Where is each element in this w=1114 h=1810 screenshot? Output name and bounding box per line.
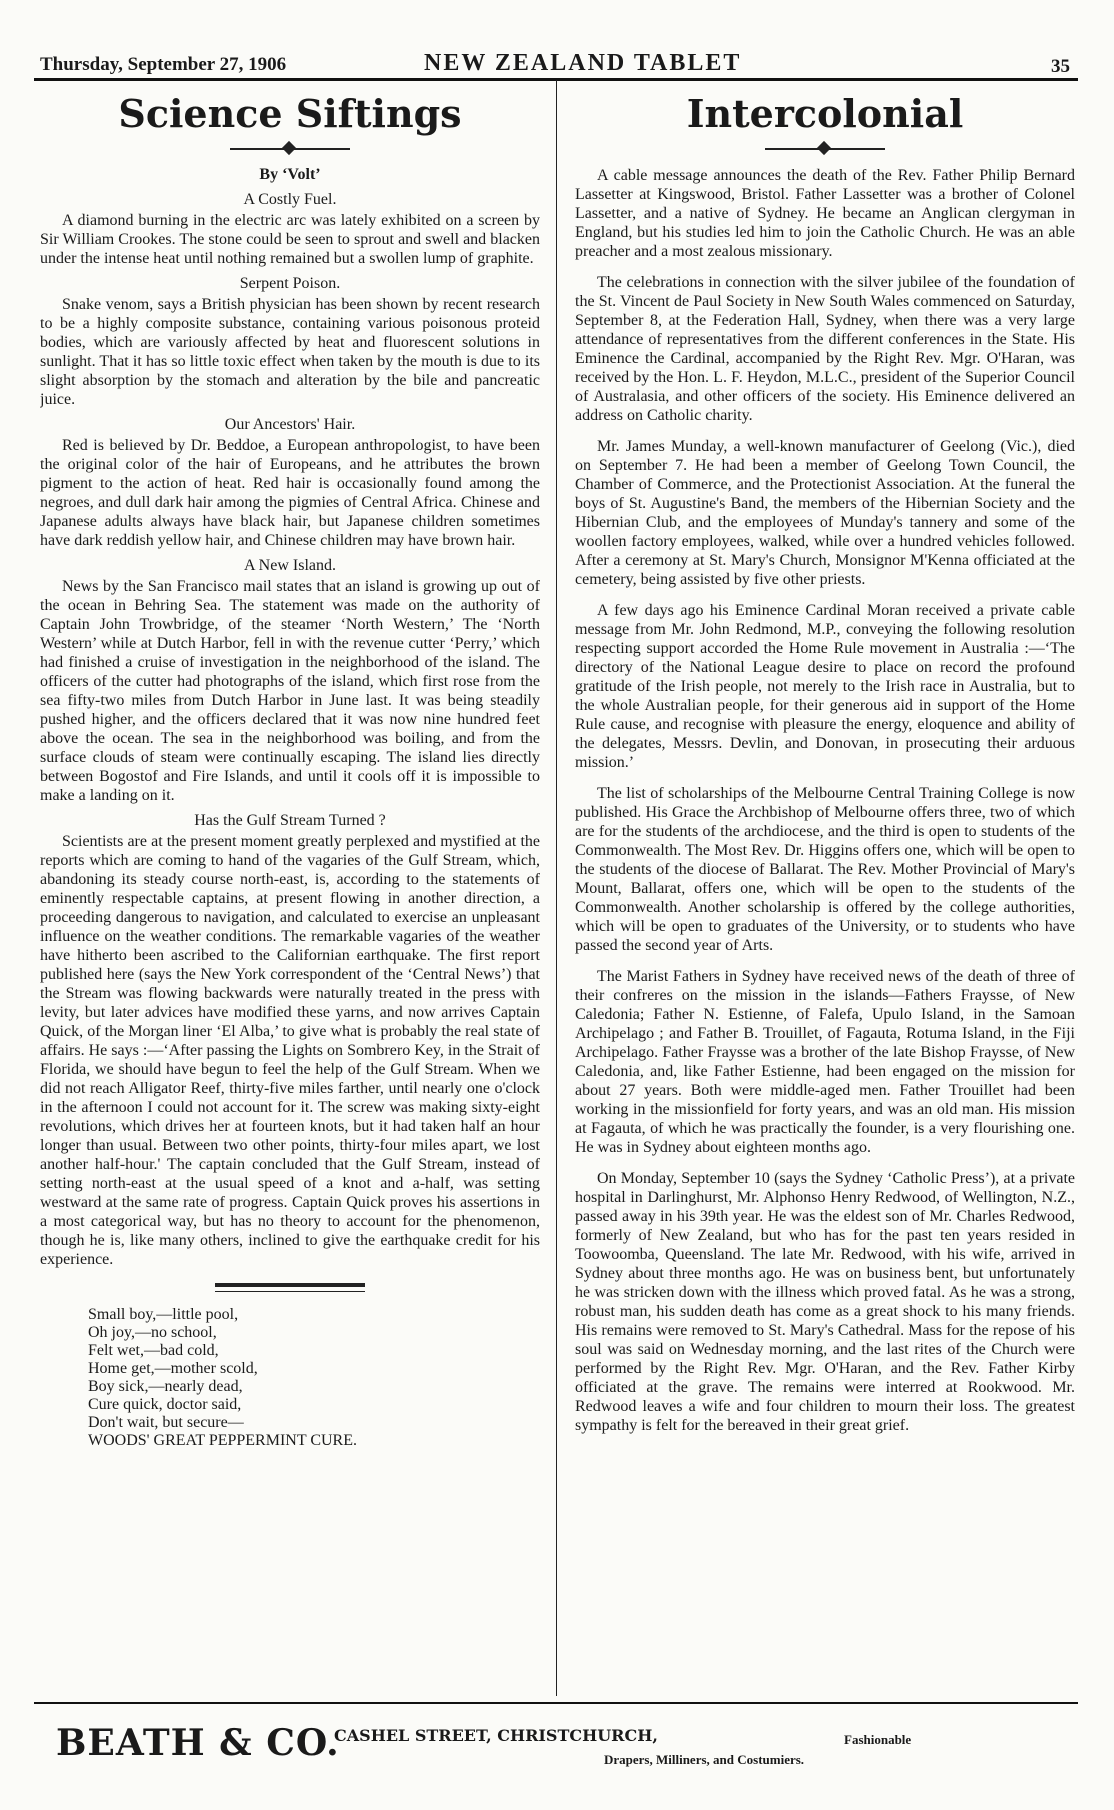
advertiser-tagline: Fashionable xyxy=(844,1732,912,1747)
advertiser-address: CASHEL STREET, CHRISTCHURCH, xyxy=(334,1726,658,1745)
science-column xyxy=(40,84,540,1696)
article-heading: Serpent Poison. xyxy=(239,275,341,292)
article-paragraph: A few days ago his Eminence Cardinal Moran received a private cable message from Mr. John Redmond, M.P., conveying the following resolution respecting support accorded the Home Rule movement in Australia :—‘The directory of the National League desire to place on record the profound gratitude of the Irish people, not merely to the Irish race in Australia, but to the whole Australian people, for their generous aid in support of the Home Rule cause, and recognise with pleasure the energy, eloquence and ability of the delegates, Messrs. Devlin, and Donovan, in prosecuting their arduous mission.’ xyxy=(575,602,1075,771)
poem-line: Home get,—mother scold, xyxy=(88,1360,258,1377)
poem-line: Felt wet,—bad cold, xyxy=(88,1342,219,1359)
issue-date: Thursday, September 27, 1906 xyxy=(40,54,287,75)
ornament-rule xyxy=(230,142,350,156)
masthead-title: NEW ZEALAND TABLET xyxy=(424,50,742,76)
page-number: 35 xyxy=(1051,56,1070,77)
section-title: Intercolonial xyxy=(686,91,964,136)
poem-line: Small boy,—little pool, xyxy=(88,1306,239,1323)
article-paragraph: On Monday, September 10 (says the Sydney ‘Catholic Press’), at a private hospital in Darlinghurst, Mr. Alphonso Henry Redwood, of Wellington, N.Z., passed away in his 39th year. He was the eldest son of Mr. Charles Redwood, formerly of New Zealand, but who has for the past ten years resided in Toowoomba, Queensland. The late Mr. Redwood, with his wife, arrived in Sydney about three months ago. He was on business bent, but unfortunately he was stricken down with the illness which proved fatal. As he was a strong, robust man, his sudden death has come as a great shock to his many friends. His remains were removed to St. Mary's Cathedral. Mass for the repose of his soul was said on Wednesday morning, and the last rites of the Church were performed by the Right Rev. Mgr. O'Haran, and the Rev. Father Kirby officiated at the grave. The remains were interred at Rookwood. Mr. Redwood leaves a wife and four children to mourn their loss. The greatest sympathy is felt for the bereaved in their great grief. xyxy=(575,1170,1075,1434)
advertiser-trades: Drapers, Milliners, and Costumiers. xyxy=(604,1752,805,1767)
article-paragraph: The list of scholarships of the Melbourne Central Training College is now published. His Grace the Archbishop of Melbourne offers three, two of which are for the students of the archdiocese, and the third is open to students of the Commonwealth. The Most Rev. Dr. Higgins offers one, which will be open to the students of the diocese of Ballarat. The Rev. Mother Provincial of Mary's Mount, Ballarat, offers one, which will be open to the students of the Commonwealth. Another scholarship is offered by the college authorities, which will be open to graduates of the University, or to students who have passed the second year of Arts. xyxy=(575,785,1075,954)
poem-line: WOODS' GREAT PEPPERMINT CURE. xyxy=(88,1432,357,1449)
article-paragraph: The Marist Fathers in Sydney have received news of the death of three of their confreres on the mission in the islands—Fathers Fraysse, of New Caledonia; Father N. Estienne, of Falefa, Upulo Island, in the Samoan Archipelago ; and Father B. Trouillet, of Fagauta, Rotuma Island, in the Fiji Archipelago. Father Fraysse was a brother of the late Bishop Fraysse, of New Caledonia, and, like Father Estienne, had been engaged on the mission for about 27 years. Both were middle-aged men. Father Trouillet had been working in the missionfield for forty years, and was an old man. His mission at Fagauta, of which he was practically the founder, is a very flourishing one. He was in Sydney about eighteen months ago. xyxy=(575,968,1075,1156)
ornament-rule xyxy=(765,142,885,156)
advertiser-name: BEATH & CO. xyxy=(56,1722,340,1764)
footer-advert xyxy=(34,1702,1078,1784)
article-heading: Has the Gulf Stream Turned ? xyxy=(194,812,386,829)
poem-line: Cure quick, doctor said, xyxy=(88,1396,242,1413)
advert-poem xyxy=(88,1306,540,1450)
article-paragraph: The celebrations in connection with the silver jubilee of the foundation of the St. Vincent de Paul Society in New South Wales commenced on Saturday, September 8, at the Federation Hall, Sydney, when there was a very large attendance of representatives from the different conferences in the State. His Eminence the Cardinal, accompanied by the Right Rev. Mgr. O'Haran, was received by the Hon. L. F. Heydon, M.L.C., president of the Superior Council of Australasia, and other officers of the society. His Eminence delivered an address on Catholic charity. xyxy=(575,274,1075,424)
article-heading: Our Ancestors' Hair. xyxy=(224,416,356,433)
column-divider xyxy=(556,80,557,1696)
poem-line: Boy sick,—nearly dead, xyxy=(88,1378,243,1395)
article-heading: A New Island. xyxy=(244,557,336,574)
poem-line: Don't wait, but secure— xyxy=(88,1414,244,1431)
divider-rule xyxy=(215,1291,365,1292)
article-paragraph: Red is believed by Dr. Beddoe, a European anthropologist, to have been the original color of the hair of Europeans, and he attributes the brown pigment to the action of heat. Red hair is occasionally found among the negroes, and dull dark hair among the pigmies of Central Africa. Chinese and Japanese adults always have black hair, but Japanese children sometimes have dark reddish yellow hair, and Chinese children may have brown hair. xyxy=(40,437,540,549)
byline: By ‘Volt’ xyxy=(259,166,321,183)
divider-rule xyxy=(215,1283,365,1287)
article-paragraph: A diamond burning in the electric arc was lately exhibited on a screen by Sir William Crookes. The stone could be seen to sprout and swell and blacken under the intense heat until nothing remained but a swollen lump of graphite. xyxy=(40,212,540,267)
article-paragraph: Scientists are at the present moment greatly perplexed and mystified at the reports which are coming to hand of the vagaries of the Gulf Stream, which, abandoning its steady course north-east, is, according to the statements of eminently respectable captains, at present flowing in another direction, a proceeding dangerous to navigation, and calculated to exercise an unpleasant influence on the weather conditions. The remarkable vagaries of the weather have hitherto been ascribed to the Californian earthquake. The first report published here (says the New York correspondent of the ‘Central News’) that the Stream was flowing backwards were naturally treated in the press with levity, but later advices have modified these yarns, and now arrives Captain Quick, of the Morgan liner ‘El Alba,’ to give what is probably the real state of affairs. He says :—‘After passing the Lights on Sombrero Key, in the Strait of Florida, we should have begun to feel the help of the Gulf Stream. When we did not reach Alligator Reef, thirty-five miles farther, until nearly one o'clock in the afternoon I could not account for it. The screw was making sixty-eight revolutions, which drives her at fourteen knots, but it had taken half an hour longer than usual. Between two other points, thirty-four miles apart, we lost another half-hour.' The captain concluded that the Gulf Stream, instead of setting north-east at the usual speed of a knot and a-half, was setting westward at the same rate of progress. Captain Quick proves his assertions in a most categorical way, but has no theory to account for the phenomenon, though he is, like many others, inclined to give the earthquake credit for his experience. xyxy=(40,833,540,1268)
article-heading: A Costly Fuel. xyxy=(243,191,337,208)
intercolonial-column xyxy=(575,84,1075,1696)
section-title: Science Siftings xyxy=(118,91,462,136)
article-paragraph: Snake venom, says a British physician has been shown by recent research to be a highly composite substance, containing various poisonous proteid bodies, which are variously affected by heat and fluorescent solutions in sunlight. That it has so little toxic effect when taken by the mouth is due to its slight absorption by the stomach and alteration by the bile and pancreatic juice. xyxy=(40,296,540,408)
article-paragraph: A cable message announces the death of the Rev. Father Philip Bernard Lassetter at Kingswood, Bristol. Father Lassetter was a brother of Colonel Lassetter, and a native of Sydney. He became an Anglican clergyman in England, but his studies led him to join the Catholic Church. He was an able preacher and a most zealous missionary. xyxy=(575,167,1075,260)
page-header xyxy=(34,44,1078,81)
article-paragraph: Mr. James Munday, a well-known manufacturer of Geelong (Vic.), died on September 7. He had been a member of Geelong Town Council, the Chamber of Commerce, and the Protectionist Association. At the funeral the boys of St. Augustine's Band, the members of the Hibernian Society and the Hibernian Club, and the employees of Munday's tannery and some of the woollen factory employees, walked, while over a hundred vehicles followed. After a ceremony at St. Mary's Church, Monsignor M'Kenna officiated at the cemetery, being assisted by five other priests. xyxy=(575,438,1075,588)
poem-line: Oh joy,—no school, xyxy=(88,1324,217,1341)
article-paragraph: News by the San Francisco mail states that an island is growing up out of the ocean in Behring Sea. The statement was made on the authority of Captain John Trowbridge, of the steamer ‘North Western,’ The ‘North Western’ while at Dutch Harbor, fell in with the revenue cutter ‘Perry,’ which had finished a cruise of investigation in the neighborhood of the island. The officers of the cutter had photographs of the island, which first rose from the sea fifty-two miles from Dutch Harbor in June last. It was being steadily pushed higher, and the officers declared that it was now nine hundred feet above the ocean. The sea in the neighborhood was boiling, and from the surface clouds of steam were continually escaping. The island lies directly between Bogostof and Fire Islands, and until it cools off it is impossible to make a landing on it. xyxy=(40,578,540,804)
